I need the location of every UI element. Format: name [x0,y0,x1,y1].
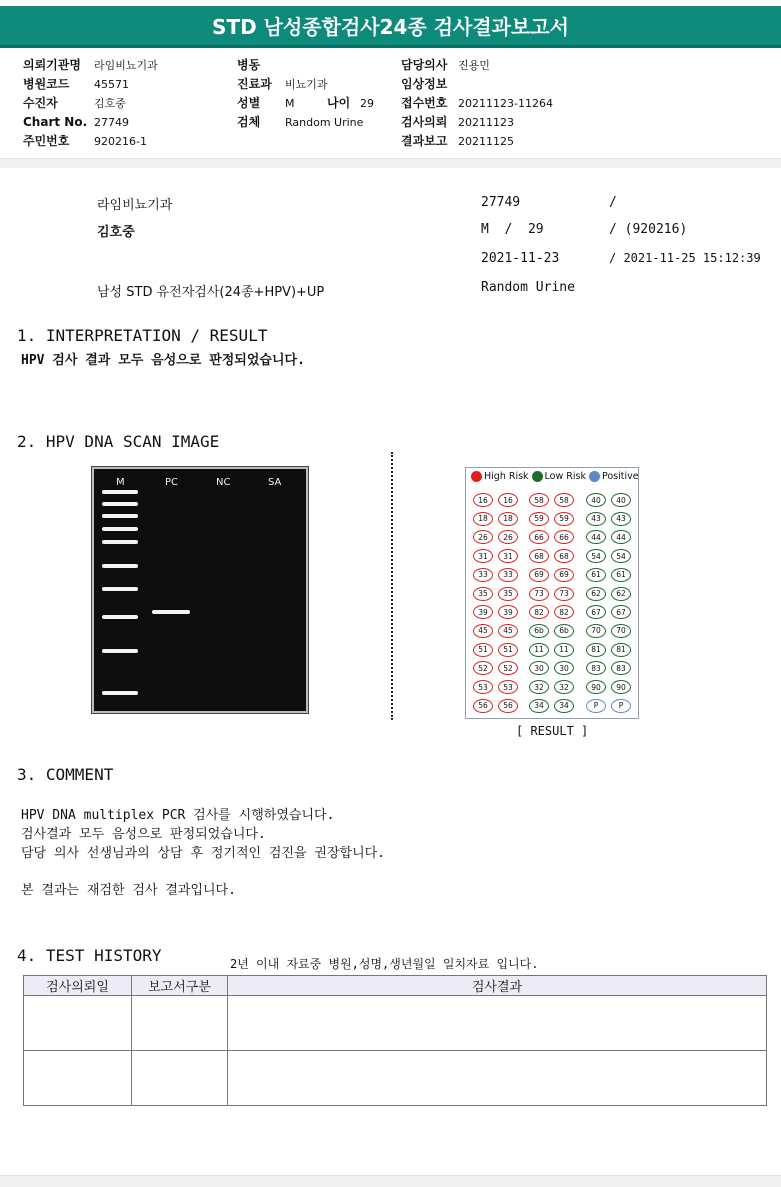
patient-label: 수진자 [23,96,58,110]
legend-positive: Positive [601,471,639,482]
hpv-result-panel [465,467,639,719]
hpv-type-marker: 83 [586,661,606,675]
hpv-type-marker: 39 [473,605,493,619]
hpv-type-marker: 59 [554,512,574,526]
hpv-type-marker: 31 [473,549,493,563]
hpv-type-marker: 82 [554,605,574,619]
hospital-name-label: 의뢰기관명 [23,58,81,72]
history-header-date: 검사의뢰일 [24,976,132,996]
hpv-type-marker: 66 [554,530,574,544]
hpv-type-marker: 35 [498,587,518,601]
marker-band [102,691,138,695]
info-chart-no: 27749 [481,195,521,210]
history-cell [24,996,132,1051]
history-cell [132,1051,228,1106]
info-slash: / [609,195,617,210]
hpv-type-marker: 43 [586,512,606,526]
hpv-type-marker: 6b [554,624,574,638]
hospital-name-value: 라임비뇨기과 [94,59,158,72]
gel-electrophoresis-image [92,467,308,713]
section-4-title: 4. TEST HISTORY [17,946,162,965]
hospital-code-label: 병원코드 [23,77,70,91]
positive-control-band [152,610,190,614]
hpv-type-marker: 44 [586,530,606,544]
doctor-label: 담당의사 [401,58,448,72]
report-title: STD 남성종합검사24종 검사결과보고서 [0,6,781,48]
hpv-type-marker: 45 [473,624,493,638]
header-separator [0,158,781,168]
hpv-type-marker: 6b [529,624,549,638]
history-note: 2년 이내 자료중 병원,성명,생년월일 일치자료 입니다. [230,957,539,971]
history-cell [228,996,767,1051]
info-sex-age: M / 29 [481,222,544,237]
hpv-type-marker: P [611,699,631,713]
ward-label: 병동 [237,58,261,72]
section-1-title: 1. INTERPRETATION / RESULT [17,326,268,345]
table-row [24,1051,767,1106]
age-value: 29 [360,97,374,110]
hpv-type-marker: 81 [586,643,606,657]
hpv-type-marker: 68 [554,549,574,563]
specimen-label: 검체 [237,115,261,129]
hpv-type-marker: 11 [529,643,549,657]
hpv-type-marker: 73 [529,587,549,601]
comment-line: HPV DNA multiplex PCR 검사를 시행하였습니다. [21,808,335,823]
dotted-divider [391,452,393,720]
section-2-title: 2. HPV DNA SCAN IMAGE [17,432,220,451]
marker-band [102,564,138,568]
hpv-type-marker: 33 [473,568,493,582]
hpv-type-marker: 16 [498,493,518,507]
header-col2 [237,56,374,132]
hpv-type-marker: 56 [498,699,518,713]
hpv-type-marker: 33 [498,568,518,582]
footer-bar [0,1175,781,1187]
info-hospital: 라임비뇨기과 [97,198,173,213]
report-date-label: 결과보고 [401,134,448,148]
history-header-type: 보고서구분 [132,976,228,996]
header-col1 [23,56,158,151]
marker-band [102,540,138,544]
hpv-type-marker: 82 [529,605,549,619]
hpv-type-marker: 62 [611,587,631,601]
hpv-type-marker: 70 [586,624,606,638]
legend-high-risk: High Risk [484,471,529,482]
hpv-type-marker: 90 [611,680,631,694]
hpv-type-marker: 59 [529,512,549,526]
clinical-info-label: 임상정보 [401,77,448,91]
resident-no-label: 주민번호 [23,134,70,148]
hpv-type-marker: 54 [586,549,606,563]
info-specimen: Random Urine [481,280,575,295]
legend [471,471,639,482]
history-header-result: 검사결과 [228,976,767,996]
receipt-no-value: 20211123-11264 [458,97,553,110]
hpv-type-marker: P [586,699,606,713]
hpv-type-marker: 52 [473,661,493,675]
hpv-type-marker: 67 [611,605,631,619]
dept-label: 진료과 [237,77,272,91]
request-date-label: 검사의뢰 [401,115,448,129]
chart-no-value: 27749 [94,116,129,129]
hpv-type-marker: 54 [611,549,631,563]
hpv-type-marker: 83 [611,661,631,675]
hospital-code-value: 45571 [94,78,129,91]
table-row [24,996,767,1051]
hpv-type-marker: 69 [529,568,549,582]
marker-band [102,587,138,591]
lane-label-nc: NC [216,477,231,488]
marker-band [102,502,138,506]
sex-value: M [285,97,295,110]
hpv-type-marker: 90 [586,680,606,694]
age-label: 나이 [327,96,351,110]
hpv-type-marker: 81 [611,643,631,657]
hpv-type-marker: 40 [611,493,631,507]
comment-line: 담당 의사 선생님과의 상담 후 정기적인 검진을 권장합니다. [21,846,386,861]
test-history-table [23,975,767,1106]
hpv-type-marker: 66 [529,530,549,544]
hpv-type-marker: 53 [498,680,518,694]
marker-band [102,490,138,494]
resident-no-value: 920216-1 [94,135,147,148]
marker-band [102,649,138,653]
header-col3 [401,56,553,151]
hpv-type-marker: 67 [586,605,606,619]
report-date-value: 20211125 [458,135,514,148]
lane-label-sa: SA [268,477,282,488]
hpv-type-marker: 18 [473,512,493,526]
hpv-type-marker: 58 [529,493,549,507]
chart-no-label: Chart No. [23,115,88,129]
hpv-type-marker: 51 [498,643,518,657]
comment-line: 본 결과는 재검한 검사 결과입니다. [21,883,236,898]
info-received: 2021-11-23 [481,251,560,266]
receipt-no-label: 접수번호 [401,96,448,110]
hpv-type-marker: 52 [498,661,518,675]
hpv-type-marker: 11 [554,643,574,657]
hpv-type-marker: 69 [554,568,574,582]
marker-band [102,527,138,531]
hpv-type-marker: 45 [498,624,518,638]
hpv-type-marker: 70 [611,624,631,638]
history-cell [228,1051,767,1106]
hpv-type-marker: 58 [554,493,574,507]
hpv-type-marker: 35 [473,587,493,601]
lane-label-m: M [116,477,125,488]
marker-band [102,514,138,518]
hpv-type-marker: 30 [554,661,574,675]
high-risk-dot [471,471,482,482]
hpv-type-marker: 61 [586,568,606,582]
hpv-type-marker: 56 [473,699,493,713]
hpv-type-marker: 44 [611,530,631,544]
hpv-type-marker: 31 [498,549,518,563]
info-patient: 김호중 [97,225,135,240]
hpv-type-marker: 26 [473,530,493,544]
hpv-type-marker: 16 [473,493,493,507]
info-test-name: 남성 STD 유전자검사(24종+HPV)+UP [97,285,325,300]
hpv-type-marker: 62 [586,587,606,601]
sex-label: 성별 [237,96,261,110]
hpv-type-marker: 68 [529,549,549,563]
hpv-type-marker: 39 [498,605,518,619]
low-risk-dot [532,471,543,482]
lane-label-pc: PC [165,477,179,488]
hpv-type-marker: 40 [586,493,606,507]
hpv-type-marker: 32 [529,680,549,694]
hpv-type-marker: 51 [473,643,493,657]
info-reported: / 2021-11-25 15:12:39 [609,251,761,265]
hpv-type-marker: 73 [554,587,574,601]
history-cell [24,1051,132,1106]
hpv-type-marker: 43 [611,512,631,526]
hpv-type-marker: 30 [529,661,549,675]
hpv-type-marker: 32 [554,680,574,694]
legend-low-risk: Low Risk [544,471,586,482]
section-3-title: 3. COMMENT [17,765,114,784]
specimen-value: Random Urine [285,116,364,129]
marker-band [102,615,138,619]
hpv-type-marker: 34 [554,699,574,713]
patient-value: 김호중 [94,97,126,110]
hpv-type-marker: 26 [498,530,518,544]
hpv-type-marker: 18 [498,512,518,526]
hpv-type-marker: 34 [529,699,549,713]
request-date-value: 20211123 [458,116,514,129]
comment-line: 검사결과 모두 음성으로 판정되었습니다. [21,827,266,842]
dept-value: 비뇨기과 [285,78,328,91]
hpv-type-marker: 61 [611,568,631,582]
positive-dot [589,471,600,482]
result-caption: [ RESULT ] [516,724,589,738]
info-dob: / (920216) [609,222,688,237]
history-cell [132,996,228,1051]
doctor-value: 진용민 [458,59,490,72]
hpv-type-marker: 53 [473,680,493,694]
interpretation-text: HPV 검사 결과 모두 음성으로 판정되었습니다. [21,353,305,368]
